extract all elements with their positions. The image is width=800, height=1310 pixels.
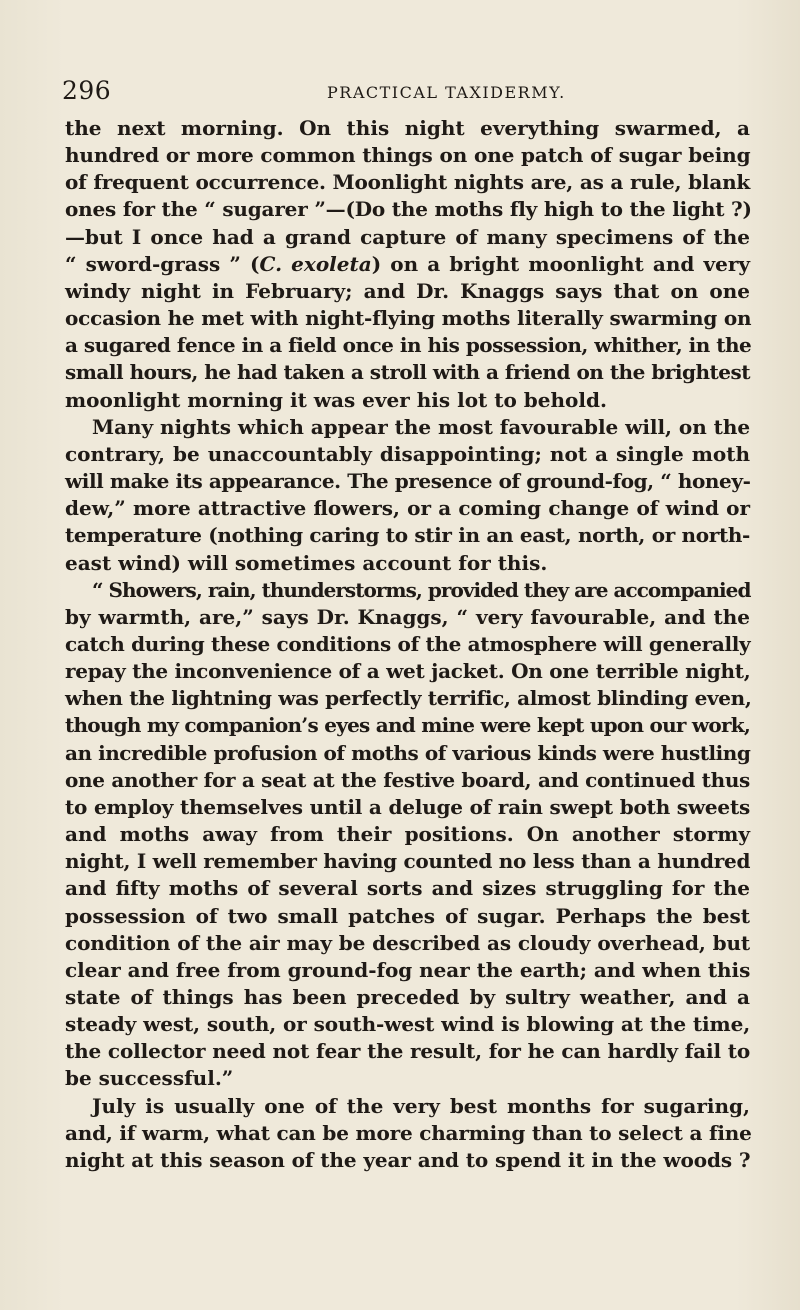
text-line: be successful.” <box>65 1066 234 1091</box>
text-line: —but I once had a grand capture of many specimens of the <box>65 224 750 249</box>
text-line: repay the inconvenience of a wet jacket. On one terrible night, <box>65 659 751 684</box>
text-line: hundred or more common things on one patch of sugar being <box>65 143 751 168</box>
text-line: and, if warm, what can be more charming than to select a fine <box>65 1120 752 1145</box>
text-line: by warmth, are,” says Dr. Knaggs, “ very favourable, and the <box>65 604 750 629</box>
text-line: the collector need not fear the result, for he can hardly fail to <box>65 1039 751 1064</box>
text-line: Many nights which appear the most favourable will, on the <box>92 414 751 439</box>
text-line: condition of the air may be described as cloudy overhead, but <box>65 930 750 955</box>
text-line: and fifty moths of several sorts and sizes struggling for the <box>65 876 750 901</box>
page-header <box>0 72 800 112</box>
paragraph <box>65 1093 750 1174</box>
paragraph <box>65 577 750 1093</box>
text-line: July is usually one of the very best months for sugaring, <box>92 1093 750 1118</box>
text-line: ones for the “ sugarer ”—(Do the moths fly high to the light ?) <box>65 197 752 222</box>
paragraph <box>65 115 750 414</box>
text-line: “ Showers, rain, thunderstorms, provided they are accompanied <box>92 577 751 602</box>
page-number: 296 <box>62 76 112 105</box>
text-line: occasion he met with night-flying moths literally swarming on <box>65 306 752 331</box>
text-line: and moths away from their positions. On another stormy <box>65 822 750 847</box>
text-line: will make its appearance. The presence of ground-fog, “ honey- <box>65 469 751 494</box>
text-line: clear and free from ground-fog near the earth; and when this <box>65 957 751 982</box>
body-text <box>65 115 750 1174</box>
text-line: possession of two small patches of sugar. Perhaps the best <box>65 903 750 928</box>
text-line: when the lightning was perfectly terrific, almost blinding even, <box>65 686 752 711</box>
text-line: the next morning. On this night everything swarmed, a <box>65 116 750 140</box>
text-line: windy night in February; and Dr. Knaggs says that on one <box>65 278 750 303</box>
text-line: east wind) will sometimes account for this. <box>65 550 548 575</box>
text-line: an incredible profusion of moths of various kinds were hustling <box>65 740 751 765</box>
paragraph <box>65 414 750 577</box>
text-line: night at this season of the year and to spend it in the woods ? <box>65 1147 751 1172</box>
text-line: of frequent occurrence. Moonlight nights are, as a rule, blank <box>65 170 751 195</box>
text-line: contrary, be unaccountably disappointing; not a single moth <box>65 441 750 466</box>
running-head: PRACTICAL TAXIDERMY. <box>327 83 566 102</box>
text-line: state of things has been preceded by sultry weather, and a <box>65 985 750 1009</box>
text-line: moonlight morning it was ever his lot to behold. <box>65 387 607 412</box>
text-line: a sugared fence in a field once in his possession, whither, in the <box>65 333 752 358</box>
species-name: C. exoleta <box>259 251 372 276</box>
text-line: temperature (nothing caring to stir in an east, north, or north- <box>65 523 750 548</box>
text-line: catch during these conditions of the atmosphere will generally <box>65 631 751 656</box>
text-line: night, I well remember having counted no less than a hundred <box>65 849 751 874</box>
text-line: steady west, south, or south-west wind is blowing at the time, <box>65 1012 751 1037</box>
text-line-with-italic-name: “ sword-grass ” (C. exoleta) on a bright moonlight and very <box>65 251 751 276</box>
text-line: small hours, he had taken a stroll with a friend on the brightest <box>65 360 750 385</box>
text-line: though my companion’s eyes and mine were kept upon our work, <box>65 713 751 738</box>
text-line: one another for a seat at the festive board, and continued thus <box>65 767 750 792</box>
text-line: to employ themselves until a deluge of rain swept both sweets <box>65 794 751 819</box>
text-line: dew,” more attractive flowers, or a coming change of wind or <box>65 496 750 521</box>
